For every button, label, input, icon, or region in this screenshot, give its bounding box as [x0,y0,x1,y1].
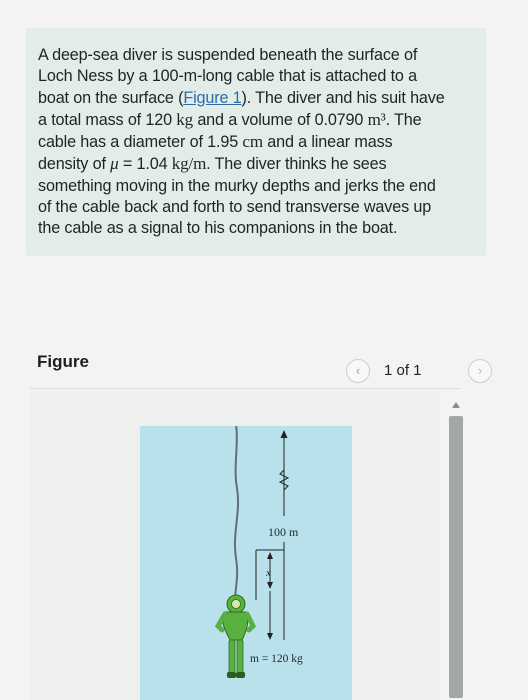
problem-text-segment: . The [385,110,422,129]
figure-header [30,342,500,392]
problem-statement-text [38,45,476,240]
unit-cm: cm [242,132,263,152]
problem-text-segment: boat on the surface ( [38,88,184,107]
problem-text-segment: = 1.04 [118,155,172,174]
figure-scrollbar[interactable] [446,398,466,700]
figure-viewport[interactable] [30,392,440,700]
problem-line: of the cable back and forth to send transverse waves up [38,198,432,217]
diver-figure-illustration [140,426,352,700]
figure-divider [30,388,460,389]
problem-text-segment: . The diver thinks he sees [206,155,387,174]
problem-text-segment: and a volume of 0.0790 [192,110,368,129]
problem-text-segment: and a linear mass [262,133,393,152]
mass-label: m = 120 kg [250,653,303,665]
problem-text-segment: density of [38,155,111,174]
x-label: x [266,567,271,579]
problem-line: Loch Ness by a 100-m-long cable that is attached to a [38,67,417,86]
scrollbar-thumb[interactable] [449,416,463,698]
length-label: 100 m [268,525,299,539]
problem-text-segment: a total mass of 120 [38,110,177,129]
problem-text-segment: cable has a diameter of 1.95 [38,133,243,152]
figure-page-count: 1 of 1 [384,362,422,379]
problem-line [38,109,476,131]
problem-line [38,131,476,153]
water-background [140,426,352,700]
problem-line [38,153,476,175]
problem-text-segment: ). The diver and his suit have [241,88,445,107]
problem-line: something moving in the murky depths and jerks the end [38,176,436,195]
problem-line [38,88,476,109]
previous-figure-button[interactable] [346,359,370,383]
unit-m3: m³ [367,109,386,129]
unit-kg-per-m: kg/m [171,154,207,174]
problem-line: A deep-sea diver is suspended beneath the surface of [38,46,418,64]
figure-title: Figure [37,352,89,371]
mu-symbol: μ [110,154,119,174]
chevron-right-icon: › [477,363,483,378]
figure-pager [346,359,496,383]
chevron-left-icon: ‹ [355,363,361,378]
problem-line: the cable as a signal to his companions in the boat. [38,219,398,238]
next-figure-button[interactable] [468,359,492,383]
figure-1-link[interactable]: Figure 1 [183,88,242,107]
unit-kg: kg [176,109,193,129]
scroll-up-arrow-icon[interactable] [452,402,460,408]
